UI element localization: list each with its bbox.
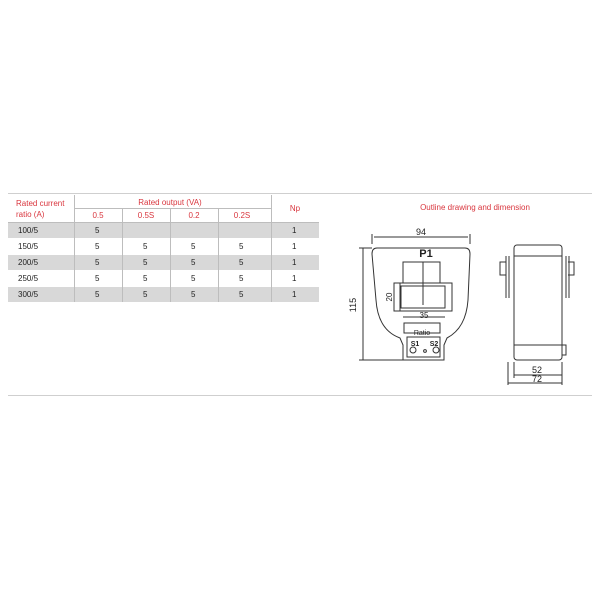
top-divider (8, 193, 592, 194)
value-cell: 5 (95, 226, 100, 235)
top-window (403, 262, 440, 283)
value-cell: 5 (95, 274, 100, 283)
value-cell: 5 (95, 258, 100, 267)
value-cell: 5 (95, 290, 100, 299)
s1-label: S1 (410, 341, 420, 348)
s2-label: S2 (429, 341, 439, 348)
value-cell: 5 (191, 290, 196, 299)
np-cell: 1 (292, 258, 297, 267)
grid-line (122, 208, 123, 302)
grid-line (271, 195, 272, 302)
np-cell: 1 (292, 226, 297, 235)
drawing-title: Outline drawing and dimension (420, 203, 530, 212)
table-row (8, 239, 319, 254)
front-body-outline (372, 248, 470, 360)
value-cell: 5 (239, 290, 244, 299)
value-cell: 5 (143, 242, 148, 251)
ratio-label: Ratio (413, 330, 431, 337)
ratio-cell: 250/5 (18, 274, 39, 283)
value-cell: 5 (143, 258, 148, 267)
dim-width: 94 (415, 227, 427, 237)
grid-line (218, 208, 219, 302)
dim-side-outer: 72 (531, 374, 543, 384)
table-row (8, 255, 319, 270)
grid-line (170, 208, 171, 302)
value-cell: 5 (95, 242, 100, 251)
grid-line (74, 208, 271, 209)
header-np: Np (289, 204, 301, 213)
grid-line (74, 195, 75, 302)
value-cell: 5 (191, 274, 196, 283)
np-cell: 1 (292, 274, 297, 283)
ratio-cell: 100/5 (18, 226, 39, 235)
header-class-0-5s: 0.5S (137, 211, 155, 220)
value-cell: 5 (143, 274, 148, 283)
dim-window-height: 20 (385, 292, 394, 302)
dim-height: 115 (348, 297, 358, 313)
header-rated-output: Rated output (VA) (138, 198, 202, 207)
table-row (8, 223, 319, 238)
side-body-outline (514, 245, 562, 360)
value-cell: 5 (191, 258, 196, 267)
ratio-cell: 200/5 (18, 258, 39, 267)
header-rated-current-ratio: Rated current ratio (A) (16, 199, 65, 219)
table-row (8, 287, 319, 302)
dim-window-width: 35 (419, 311, 429, 320)
value-cell: 5 (239, 242, 244, 251)
header-class-0-2s: 0.2S (233, 211, 251, 220)
header-class-0-2: 0.2 (188, 211, 200, 220)
value-cell: 5 (191, 242, 196, 251)
value-cell: 5 (239, 258, 244, 267)
value-cell: 5 (239, 274, 244, 283)
np-cell: 1 (292, 290, 297, 299)
table-row (8, 271, 319, 286)
bottom-divider (8, 395, 592, 396)
spec-table (8, 195, 319, 305)
ratio-cell: 300/5 (18, 290, 39, 299)
dim-side-inner: 52 (531, 365, 543, 375)
header-class-0-5: 0.5 (92, 211, 104, 220)
ratio-cell: 150/5 (18, 242, 39, 251)
grid-line (8, 222, 319, 223)
outline-drawing (350, 215, 590, 390)
np-cell: 1 (292, 242, 297, 251)
primary-label: P1 (419, 248, 433, 260)
side-bolt-left (500, 262, 506, 275)
value-cell: 5 (143, 290, 148, 299)
